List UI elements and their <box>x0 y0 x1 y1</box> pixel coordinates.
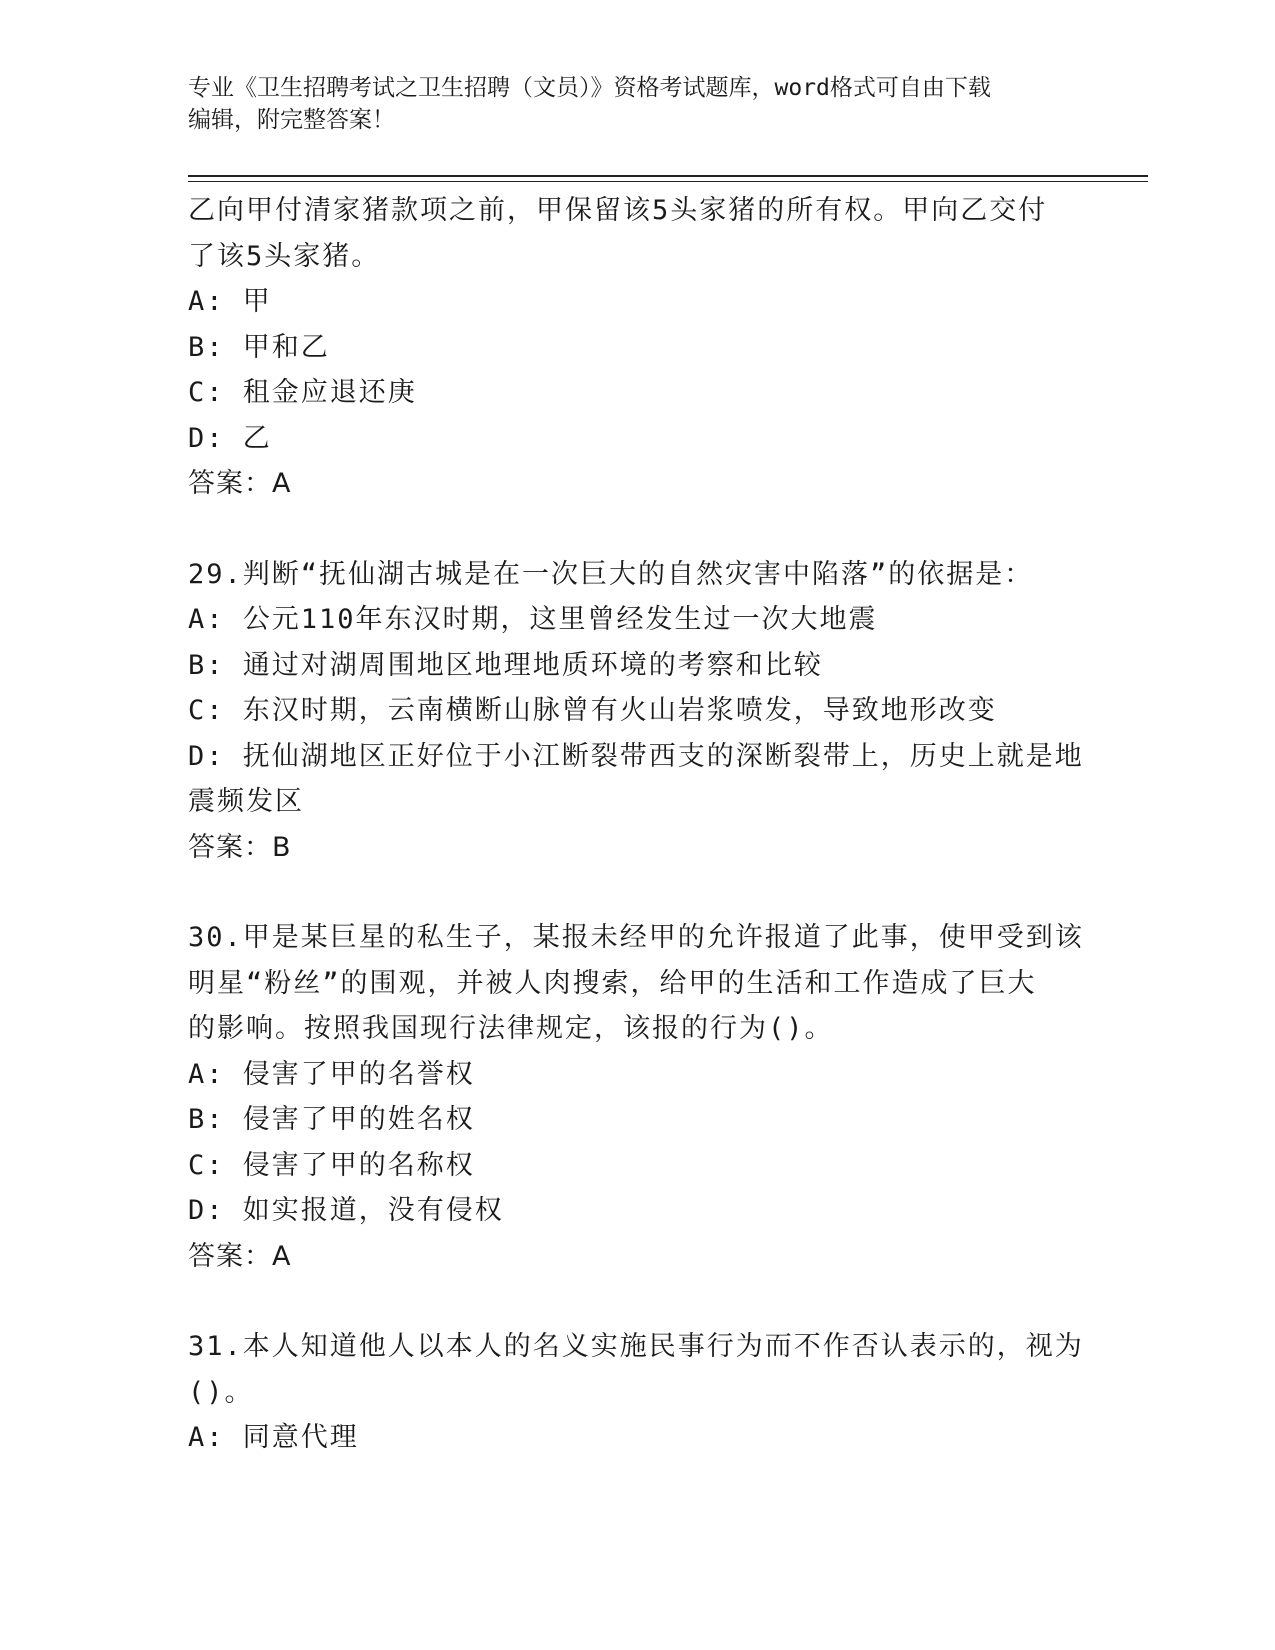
question-spacer <box>188 1279 1088 1324</box>
answer-line: 答案：A <box>188 1240 292 1272</box>
question-list <box>188 188 1088 1461</box>
question-text: 29.判断“抚仙湖古城是在一次巨大的自然灾害中陷落”的依据是： <box>188 558 1034 590</box>
question-31 <box>188 1324 1088 1461</box>
answer-line: 答案：A <box>188 468 292 499</box>
question-spacer <box>188 507 1088 552</box>
question-spacer <box>188 870 1088 915</box>
option-d: D: 如实报道，没有侵权 <box>188 1195 504 1226</box>
question-text: 明星“粉丝”的围观，并被人肉搜索，给甲的生活和工作造成了巨大 <box>188 967 1037 999</box>
question-text: 31.本人知道他人以本人的名义实施民事行为而不作否认表示的，视为 <box>188 1331 1084 1362</box>
question-30 <box>188 915 1088 1279</box>
option-b: B: 通过对湖周围地区地理地质环境的考察和比较 <box>188 649 823 681</box>
option-a: A: 甲 <box>188 286 272 317</box>
option-c: C: 侵害了甲的名称权 <box>188 1149 475 1181</box>
question-text: 的影响。按照我国现行法律规定，该报的行为()。 <box>188 1013 834 1044</box>
option-d: D: 乙 <box>188 422 272 454</box>
question-text: 了该5头家猪。 <box>188 240 381 272</box>
option-c: C: 租金应退还庚 <box>188 377 417 408</box>
question-28 <box>188 188 1088 507</box>
document-header <box>188 72 1088 136</box>
option-a: A: 侵害了甲的名誉权 <box>188 1058 475 1090</box>
question-text: ()。 <box>188 1376 254 1408</box>
option-a: A: 同意代理 <box>188 1422 359 1453</box>
header-divider-thick <box>188 175 1148 177</box>
option-b: B: 甲和乙 <box>188 331 330 363</box>
header-line-1: 专业《卫生招聘考试之卫生招聘（文员）》资格考试题库，word格式可自由下载 <box>188 75 991 101</box>
answer-line: 答案：B <box>188 831 292 863</box>
option-a: A: 公元110年东汉时期，这里曾经发生过一次大地震 <box>188 604 878 635</box>
question-text: 乙向甲付清家猪款项之前，甲保留该5头家猪的所有权。甲向乙交付 <box>188 195 1048 226</box>
question-text: 30.甲是某巨星的私生子，某报未经甲的允许报道了此事，使甲受到该 <box>188 922 1084 953</box>
option-d-continued: 震频发区 <box>188 786 304 817</box>
question-29 <box>188 552 1088 871</box>
header-line-2: 编辑，附完整答案！ <box>188 107 395 133</box>
option-d: D: 抚仙湖地区正好位于小江断裂带西支的深断裂带上，历史上就是地 <box>188 740 1084 772</box>
header-divider-thin <box>188 181 1148 182</box>
option-b: B: 侵害了甲的姓名权 <box>188 1104 475 1135</box>
option-c: C: 东汉时期，云南横断山脉曾有火山岩浆喷发，导致地形改变 <box>188 695 997 726</box>
